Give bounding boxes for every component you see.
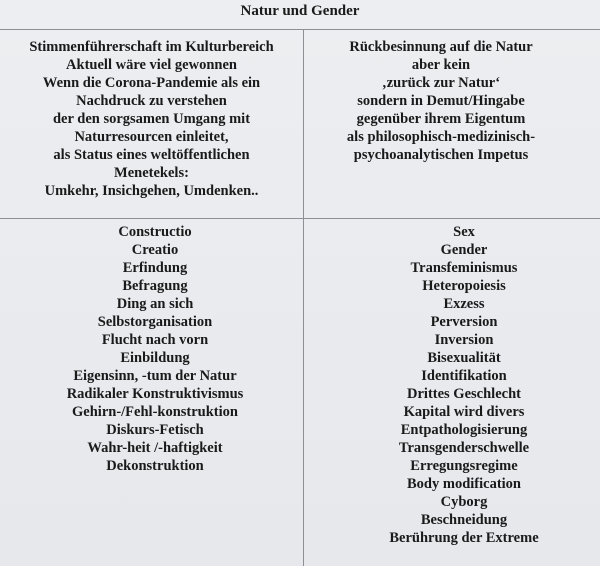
list-item: Heteropoiesis xyxy=(422,278,506,294)
list-item: Berührung der Extreme xyxy=(389,530,539,546)
list-item: Beschneidung xyxy=(420,512,508,528)
text-line: Umkehr, Insichgehen, Umdenken.. xyxy=(44,183,259,199)
list-item: Creatio xyxy=(131,242,179,258)
text-line: als philosophisch-medizinisch- xyxy=(346,129,536,145)
text-line: der den sorgsamen Umgang mit xyxy=(52,111,251,127)
list-item: Identifikation xyxy=(421,368,507,384)
list-item: Exzess xyxy=(443,296,485,312)
list-item: Radikaler Konstruktivismus xyxy=(66,386,244,402)
list-item: Kapital wird divers xyxy=(403,404,525,420)
table-top-border xyxy=(0,29,600,30)
text-line: gegenüber ihrem Eigentum xyxy=(356,111,526,127)
text-line: Nachdruck zu verstehen xyxy=(76,93,227,109)
list-item: Sex xyxy=(453,224,475,240)
list-item: Transfeminismus xyxy=(410,260,518,276)
list-item: Wahr-heit /-haftigkeit xyxy=(87,440,223,456)
list-item: Inversion xyxy=(434,332,494,348)
cell-top-right xyxy=(310,38,572,164)
table-column-divider xyxy=(303,29,304,566)
list-item: Gehirn-/Fehl-konstruktion xyxy=(72,404,238,420)
text-line: Wenn die Corona-Pandemie als ein xyxy=(42,75,261,91)
list-item: Cyborg xyxy=(440,494,488,510)
list-item: Ding an sich xyxy=(116,296,194,312)
list-item: Eigensinn, -tum der Natur xyxy=(73,368,237,384)
text-line: als Status eines weltöffentlichen xyxy=(53,147,250,163)
text-line: sondern in Demut/Hingabe xyxy=(357,93,525,109)
list-item: Einbildung xyxy=(120,350,190,366)
cell-bottom-right xyxy=(330,223,598,547)
list-item: Erregungsregime xyxy=(410,458,518,474)
list-item: Erfindung xyxy=(122,260,188,276)
list-item: Selbstorganisation xyxy=(97,314,213,330)
list-item: Bisexualität xyxy=(427,350,501,366)
list-item: Entpathologisierung xyxy=(400,422,528,438)
page-title: Natur und Gender xyxy=(240,3,360,19)
cell-top-left xyxy=(0,38,303,200)
text-line: Rückbesinnung auf die Natur xyxy=(349,39,533,55)
list-item: Befragung xyxy=(122,278,188,294)
text-line: ‚zurück zur Natur‘ xyxy=(381,75,501,91)
list-item: Constructio xyxy=(118,224,192,240)
list-item: Drittes Geschlecht xyxy=(407,386,521,402)
text-line: Naturresourcen einleitet, xyxy=(74,129,229,145)
list-item: Body modification xyxy=(407,476,521,492)
text-line: aber kein xyxy=(411,57,471,73)
list-item: Transgenderschwelle xyxy=(398,440,530,456)
table-row-divider xyxy=(0,218,600,219)
list-item: Flucht nach vorn xyxy=(101,332,209,348)
cell-bottom-left xyxy=(50,223,260,475)
text-line: Aktuell wäre viel gewonnen xyxy=(66,57,237,73)
text-line: psychoanalytischen Impetus xyxy=(353,147,529,163)
list-item: Dekonstruktion xyxy=(106,458,204,474)
text-line: Stimmenführerschaft im Kulturbereich xyxy=(29,39,274,55)
list-item: Diskurs-Fetisch xyxy=(106,422,204,438)
list-item: Perversion xyxy=(430,314,498,330)
list-item: Gender xyxy=(440,242,488,258)
text-line: Menetekels: xyxy=(114,165,189,181)
